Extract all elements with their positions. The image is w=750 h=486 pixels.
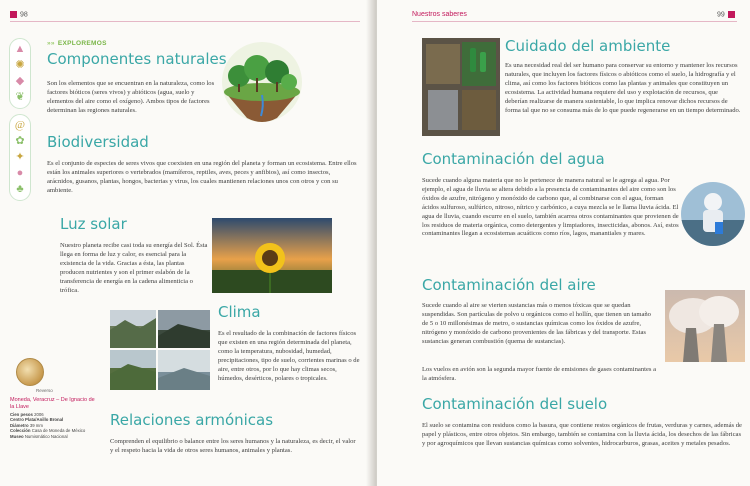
text-relaciones: Comprenden el equilibrio o balance entre los seres humanos y la naturaleza, es decir, el valor y el respeto hacia la vida de otros seres humanos, animales y plantas. bbox=[110, 438, 356, 454]
triangle-icon: ▲ bbox=[14, 43, 26, 55]
text-suelo: El suelo se contamina con residuos como la basura, que contiene restos orgánicos de frutas, verduras y carnes, además de papel y plásticos, entre otros objetos. Sin embargo, también se contamina con la lluvia ácida, los desechos de las fábricas y por agroquímicos que llevan sustancias químicas como solventes, hidrocarburos, grasas, aceites y metales pesados. bbox=[422, 422, 742, 447]
flower-icon: ✿ bbox=[15, 135, 25, 147]
droplet-icon: ● bbox=[16, 167, 24, 179]
coin-meta-row: Colección Casa de Moneda de México bbox=[10, 428, 86, 434]
leaf-icon: ❦ bbox=[15, 91, 25, 103]
text-cuidado: Es una necesidad real del ser humano para conservar su entorno y mantener los recursos naturales, que incluyen los factores físicos o abióticos como el suelo, la hidrografía y el clima, así como los factores bióticos como las plantas y animales que constituyen un ecosistema. La actividad humana requiere del uso y explotación de recursos, que deberían realizarse de manera sustentable, lo que implica renovar dichos recursos de forma tal que no se consuma más de lo que puede regenerarse en un tiempo determinado. bbox=[505, 62, 741, 114]
tree-island-icon bbox=[217, 40, 307, 126]
text-agua: Sucede cuando alguna materia que no le pertenece de manera natural se le agrega al agua. Por ejemplo, el agua de lluvia se altera debido a la presencia de contaminantes del aire como son los óxidos de azufre, nitrógeno y monóxido de carbono que, al combinarse con el agua, forman ácidos sulfuroso, sulfúrico, nitroso, nítrico y carbónico, a cuya mezcla se le llama lluvia ácida. El agua de lluvia, cuando escurre en el suelo, también acarrea otros contaminantes que provienen de los residuos de materia orgánica, como detergentes y limpiadores, insecticidas, abonos. Así, estos contaminantes llegan a ecosistemas acuáticos como ríos, lagos, manantiales y mares. bbox=[422, 177, 679, 238]
spiral-icon: @ bbox=[14, 119, 26, 131]
heading-componentes: Componentes naturales bbox=[47, 50, 227, 68]
coin-caption bbox=[10, 358, 98, 439]
heading-clima: Clima bbox=[218, 303, 261, 321]
star-icon: ✦ bbox=[15, 151, 25, 163]
coin-meta-row: Cien pesos 2006 bbox=[10, 412, 44, 417]
heading-relaciones: Relaciones armónicas bbox=[110, 411, 274, 429]
air-pollution-image bbox=[665, 290, 745, 362]
page-number-right: 99 bbox=[717, 11, 735, 18]
heading-agua: Contaminación del agua bbox=[422, 150, 605, 168]
side-rail bbox=[9, 38, 31, 206]
rail-group-1 bbox=[9, 38, 31, 109]
arrows-icon: »» bbox=[47, 40, 55, 47]
coin-image bbox=[16, 358, 44, 386]
coin-meta bbox=[10, 412, 98, 439]
right-page bbox=[377, 0, 750, 486]
text-biodiversidad: Es el conjunto de especies de seres vivos que coexisten en una región del planeta y forman un ecosistema. Entre ellos están los animales superiores o vertebrados (mamíferos, reptiles, aves, peces y anfibios), así como insectos, arácnidos, gusanos, plantas, hongos, bacterias y virus, los cuales mantienen relaciones unos con otros y con su ambiente. bbox=[47, 160, 357, 194]
page-number-left: 98 bbox=[10, 11, 28, 18]
text-luz-solar: Nuestro planeta recibe casi toda su energía del Sol. Ésta llega en forma de luz y calor, es esencial para la existencia de la vida. Gracias a ésta, las plantas producen nutrientes y son el primer eslabón de la transferencia de energía en la cadena alimenticia o trófica. bbox=[60, 242, 208, 294]
coin-title: Moneda, Veracruz – De Ignacio de la Llave bbox=[10, 397, 95, 410]
diamond-icon: ◆ bbox=[15, 75, 25, 87]
coin-meta-row: Diámetro 39 mm bbox=[10, 422, 43, 428]
text-clima: Es el resultado de la combinación de factores físicos que existen en una región determinada del planeta, como la temperatura, nubosidad, humedad, precipitaciones, tipo de suelo, corrientes marinas o de aire, entre otros, por lo que hay climas secos, húmedos, desérticos, polares o tropicales. bbox=[218, 330, 360, 382]
climate-image-3 bbox=[110, 350, 156, 390]
page-flag-icon bbox=[10, 11, 17, 18]
running-head: Nuestros saberes bbox=[412, 11, 467, 18]
sun-icon: ✺ bbox=[15, 59, 25, 71]
climate-image-2 bbox=[158, 310, 210, 348]
text-aire: Sucede cuando al aire se vierten sustancias más o menos tóxicas que se quedan suspendidas. Son partículas de polvo u orgánicos como el hollín, que tienen un tamaño de 5 o 10 millonésimas de metro, o sustancias químicas como los óxidos de azufre, nitrógeno y monóxido de carbono provenientes de las fábricas y del transporte. Estas sustancias generan combustión (quema de sustancias). bbox=[422, 302, 651, 345]
heading-cuidado: Cuidado del ambiente bbox=[505, 37, 671, 55]
rail-group-2 bbox=[9, 114, 31, 201]
text-componentes: Son los elementos que se encuentran en la naturaleza, como los factores bióticos (seres vivos) y abióticos (agua, suelo y elementos del aire como el oxígeno). Ambos tipos de factores determinan las regiones naturales. bbox=[47, 80, 215, 114]
heading-biodiversidad: Biodiversidad bbox=[47, 133, 149, 151]
explore-label: »» EXPLOREMOS bbox=[47, 40, 107, 47]
text-aire-avion: Los vuelos en avión son la segunda mayor fuente de emisiones de gases contaminantes a la atmósfera. bbox=[422, 366, 657, 382]
coin-meta-row: Centro Plata/Anillo Bronal bbox=[10, 417, 64, 423]
heading-luz-solar: Luz solar bbox=[60, 215, 127, 233]
top-rule bbox=[10, 21, 360, 22]
climate-image-1 bbox=[110, 310, 156, 348]
coin-meta-row: Museo Numismático Nacional bbox=[10, 433, 68, 439]
water-pollution-image bbox=[681, 182, 745, 246]
plant-icon: ♣ bbox=[16, 183, 24, 195]
top-rule bbox=[412, 21, 737, 22]
sunflower-image bbox=[212, 218, 332, 293]
left-page bbox=[0, 0, 373, 486]
coin-side-label: Reverso bbox=[36, 388, 53, 393]
heading-suelo: Contaminación del suelo bbox=[422, 395, 608, 413]
page-flag-icon bbox=[728, 11, 735, 18]
heading-aire: Contaminación del aire bbox=[422, 276, 596, 294]
climate-image-4 bbox=[158, 350, 210, 390]
recycling-image bbox=[422, 38, 500, 136]
